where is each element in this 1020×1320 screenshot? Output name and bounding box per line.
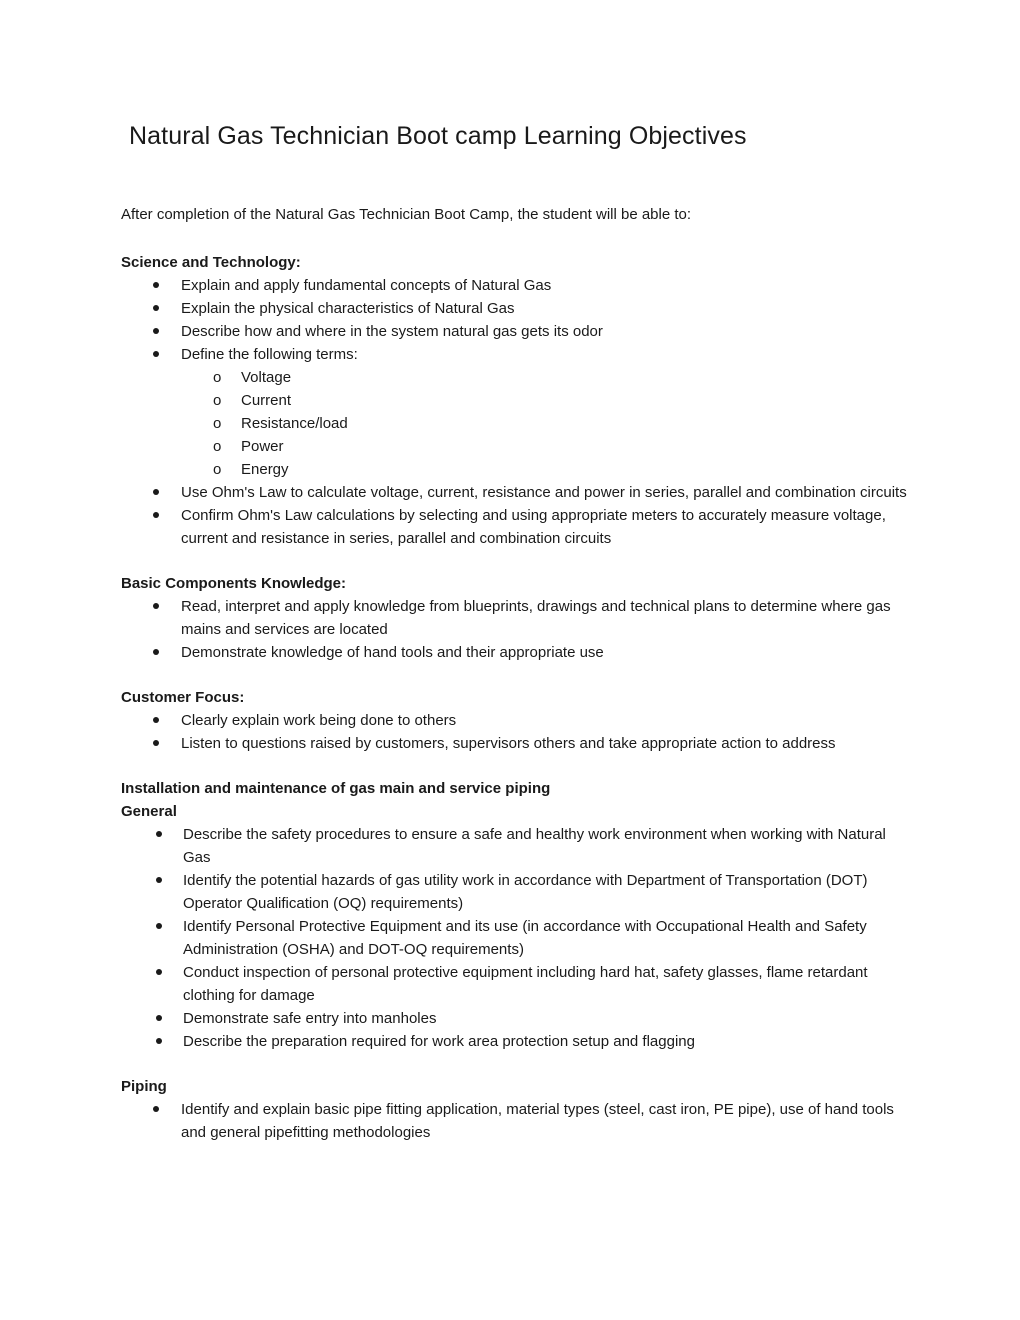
sub-bullet-list: [121, 366, 911, 481]
bullet-icon: [153, 512, 159, 518]
list-item: Listen to questions raised by customers, supervisors others and take appropriate action to address: [121, 732, 911, 755]
circle-bullet-icon: o: [213, 461, 222, 478]
bullet-icon: [153, 489, 159, 495]
section-piping: [121, 1075, 911, 1144]
bullet-icon: [156, 923, 162, 929]
section-subheading: General: [121, 803, 177, 820]
list-item: Identify Personal Protective Equipment and its use (in accordance with Occupational Health and Safety Administration (OSHA) and DOT-OQ requirements): [121, 915, 911, 961]
document-body: [121, 251, 911, 1166]
section-heading: Customer Focus:: [121, 689, 245, 706]
bullet-icon: [156, 1015, 162, 1021]
sub-list-item: o Voltage: [121, 366, 911, 389]
circle-bullet-icon: o: [213, 438, 222, 455]
list-item: Identify the potential hazards of gas utility work in accordance with Department of Transportation (DOT) Operator Qualification (OQ) requirements): [121, 869, 911, 915]
list-item: Read, interpret and apply knowledge from blueprints, drawings and technical plans to determine where gas mains and services are located: [121, 595, 911, 641]
list-item: Define the following terms:: [121, 343, 911, 366]
list-item: Demonstrate knowledge of hand tools and their appropriate use: [121, 641, 911, 664]
sub-list-item: o Resistance/load: [121, 412, 911, 435]
bullet-list: [121, 709, 911, 755]
section-heading: Piping: [121, 1078, 167, 1095]
bullet-icon: [153, 328, 159, 334]
page-title: Natural Gas Technician Boot camp Learning Objectives: [129, 122, 747, 150]
bullet-icon: [156, 969, 162, 975]
circle-bullet-icon: o: [213, 415, 222, 432]
circle-bullet-icon: o: [213, 369, 222, 386]
section-heading: Installation and maintenance of gas main and service piping: [121, 780, 551, 797]
bullet-list: [121, 823, 911, 1053]
bullet-icon: [153, 282, 159, 288]
sub-list-item: o Energy: [121, 458, 911, 481]
sub-list-item: o Current: [121, 389, 911, 412]
list-item: Clearly explain work being done to others: [121, 709, 911, 732]
sub-list-item: o Power: [121, 435, 911, 458]
bullet-icon: [153, 351, 159, 357]
bullet-icon: [153, 649, 159, 655]
bullet-icon: [156, 1038, 162, 1044]
bullet-list: [121, 595, 911, 664]
bullet-icon: [153, 1106, 159, 1112]
section-basic-components: [121, 572, 911, 664]
bullet-icon: [153, 603, 159, 609]
section-heading: Science and Technology:: [121, 254, 301, 271]
list-item: Explain and apply fundamental concepts of Natural Gas: [121, 274, 911, 297]
section-customer-focus: [121, 686, 911, 755]
intro-paragraph: After completion of the Natural Gas Technician Boot Camp, the student will be able to:: [121, 206, 692, 223]
list-item: Explain the physical characteristics of Natural Gas: [121, 297, 911, 320]
section-science-technology: [121, 251, 911, 550]
bullet-icon: [156, 877, 162, 883]
list-item: Describe the preparation required for work area protection setup and flagging: [121, 1030, 911, 1053]
list-item: Use Ohm's Law to calculate voltage, current, resistance and power in series, parallel and combination circuits: [121, 481, 911, 504]
section-installation-maintenance: [121, 777, 911, 1053]
bullet-icon: [153, 717, 159, 723]
list-item: Demonstrate safe entry into manholes: [121, 1007, 911, 1030]
bullet-list: [121, 274, 911, 366]
list-item: Confirm Ohm's Law calculations by selecting and using appropriate meters to accurately measure voltage, current and resistance in series, parallel and combination circuits: [121, 504, 911, 550]
list-item: Conduct inspection of personal protective equipment including hard hat, safety glasses, flame retardant clothing for damage: [121, 961, 911, 1007]
list-item: Describe how and where in the system natural gas gets its odor: [121, 320, 911, 343]
bullet-icon: [156, 831, 162, 837]
circle-bullet-icon: o: [213, 392, 222, 409]
list-item: Identify and explain basic pipe fitting application, material types (steel, cast iron, PE pipe), use of hand tools and general pipefitting methodologies: [121, 1098, 911, 1144]
list-item: Describe the safety procedures to ensure a safe and healthy work environment when working with Natural Gas: [121, 823, 911, 869]
bullet-icon: [153, 305, 159, 311]
bullet-list: [121, 481, 911, 550]
bullet-icon: [153, 740, 159, 746]
section-heading: Basic Components Knowledge:: [121, 575, 347, 592]
bullet-list: [121, 1098, 911, 1144]
